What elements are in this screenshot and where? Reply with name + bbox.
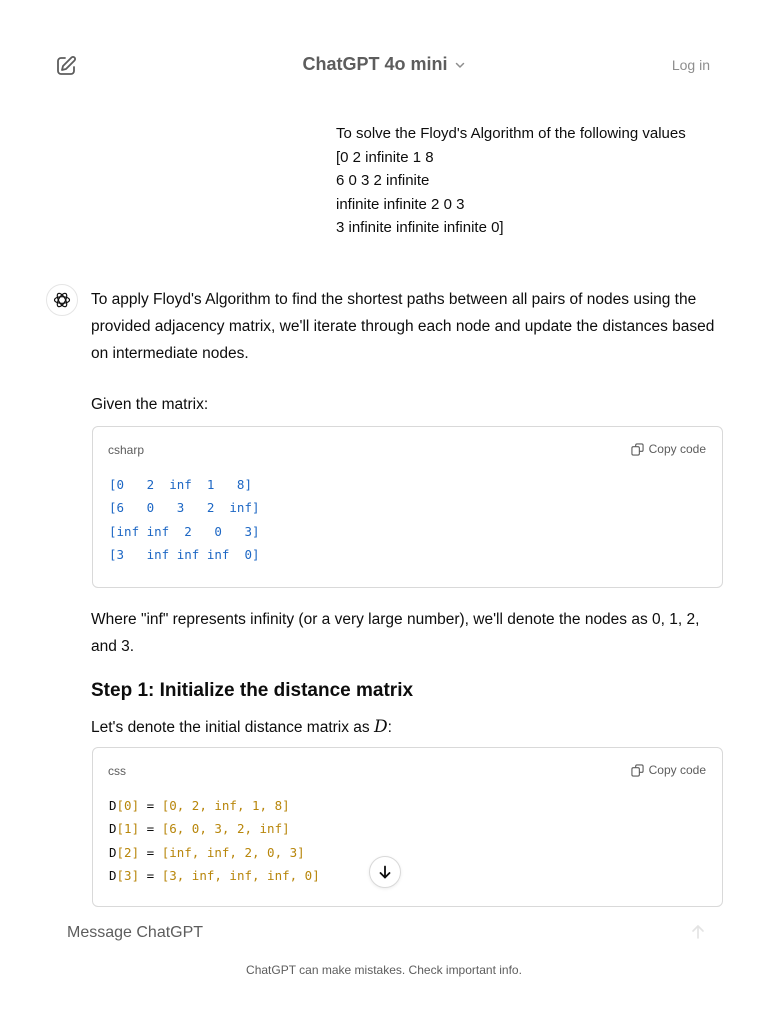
math-variable: D — [373, 717, 388, 737]
assistant-paragraph: Where "inf" represents infinity (or a very large number), we'll denote the nodes as 0, 1, 2, and 3. — [91, 611, 700, 655]
code-token: [inf, inf, 2, 0, 3] — [161, 844, 305, 860]
paragraph-text: : — [387, 719, 392, 736]
code-line — [109, 817, 706, 840]
assistant-message — [91, 286, 723, 907]
user-message-line: [0 2 infinite 1 8 — [336, 148, 434, 166]
code-token: = — [139, 798, 162, 813]
send-button[interactable] — [688, 922, 708, 942]
code-line — [109, 841, 706, 864]
chevron-down-icon — [454, 55, 466, 76]
code-line — [109, 794, 706, 817]
copy-code-label: Copy code — [648, 442, 706, 456]
assistant-paragraph — [91, 714, 723, 741]
code-line: [6 0 3 2 inf] — [109, 500, 260, 516]
code-block-header — [93, 748, 722, 782]
assistant-paragraph: To apply Floyd's Algorithm to find the shortest paths between all pairs of nodes using the provided adjacency matrix, we'll iterate through each node and update the distances based on intermediate nodes. — [91, 291, 715, 362]
code-block-header — [93, 427, 722, 461]
copy-code-label: Copy code — [648, 763, 706, 777]
code-language: csharp — [108, 443, 145, 457]
assistant-paragraph: Given the matrix: — [91, 396, 209, 413]
code-line: [3 inf inf inf 0] — [109, 546, 260, 562]
send-arrow-icon — [688, 922, 708, 942]
code-block — [92, 426, 723, 588]
code-content — [93, 461, 722, 582]
section-heading: Step 1: Initialize the distance matrix — [91, 680, 414, 701]
user-message-line: infinite infinite 2 0 3 — [336, 195, 465, 213]
user-message — [336, 122, 736, 240]
code-line — [109, 864, 706, 887]
code-token: = — [139, 821, 162, 837]
assistant-avatar — [46, 284, 78, 316]
code-token: = — [139, 844, 162, 860]
code-token: [1] — [116, 821, 140, 837]
copy-code-button[interactable] — [631, 757, 706, 784]
code-token: D — [109, 821, 117, 837]
code-token: [3] — [116, 867, 140, 883]
code-line: [0 2 inf 1 8] — [109, 477, 252, 492]
code-token: = — [139, 867, 162, 883]
login-button[interactable]: Log in — [671, 57, 710, 73]
code-token: [2] — [116, 844, 140, 860]
user-message-line: 6 0 3 2 infinite — [336, 172, 430, 189]
code-token: [6, 0, 3, 2, inf] — [161, 821, 290, 837]
code-block — [92, 747, 723, 907]
paragraph-text: Let's denote the initial distance matrix as — [91, 719, 374, 736]
user-message-line: 3 infinite infinite infinite 0] — [336, 219, 504, 236]
disclaimer-text: ChatGPT can make mistakes. Check important info. — [246, 963, 522, 977]
code-token: D — [109, 844, 117, 860]
copy-code-button[interactable] — [631, 436, 706, 463]
copy-icon — [631, 443, 644, 456]
model-name: ChatGPT 4o mini — [302, 54, 448, 74]
code-language: css — [108, 764, 126, 778]
message-input[interactable] — [67, 921, 717, 945]
code-token: D — [109, 798, 117, 813]
user-message-line: To solve the Floyd's Algorithm of the following values — [336, 125, 686, 142]
code-token: [3, inf, inf, inf, 0] — [161, 867, 320, 883]
code-line: [inf inf 2 0 3] — [109, 523, 260, 539]
code-token: D — [109, 867, 117, 883]
scroll-to-bottom-button[interactable] — [369, 856, 401, 888]
code-token: [0] — [116, 798, 140, 813]
copy-icon — [631, 764, 644, 777]
code-content — [93, 782, 722, 903]
arrow-down-icon — [377, 864, 393, 880]
code-token: [0, 2, inf, 1, 8] — [161, 798, 290, 813]
model-selector[interactable] — [0, 54, 768, 76]
openai-logo-icon — [52, 290, 72, 310]
top-bar — [0, 0, 768, 130]
